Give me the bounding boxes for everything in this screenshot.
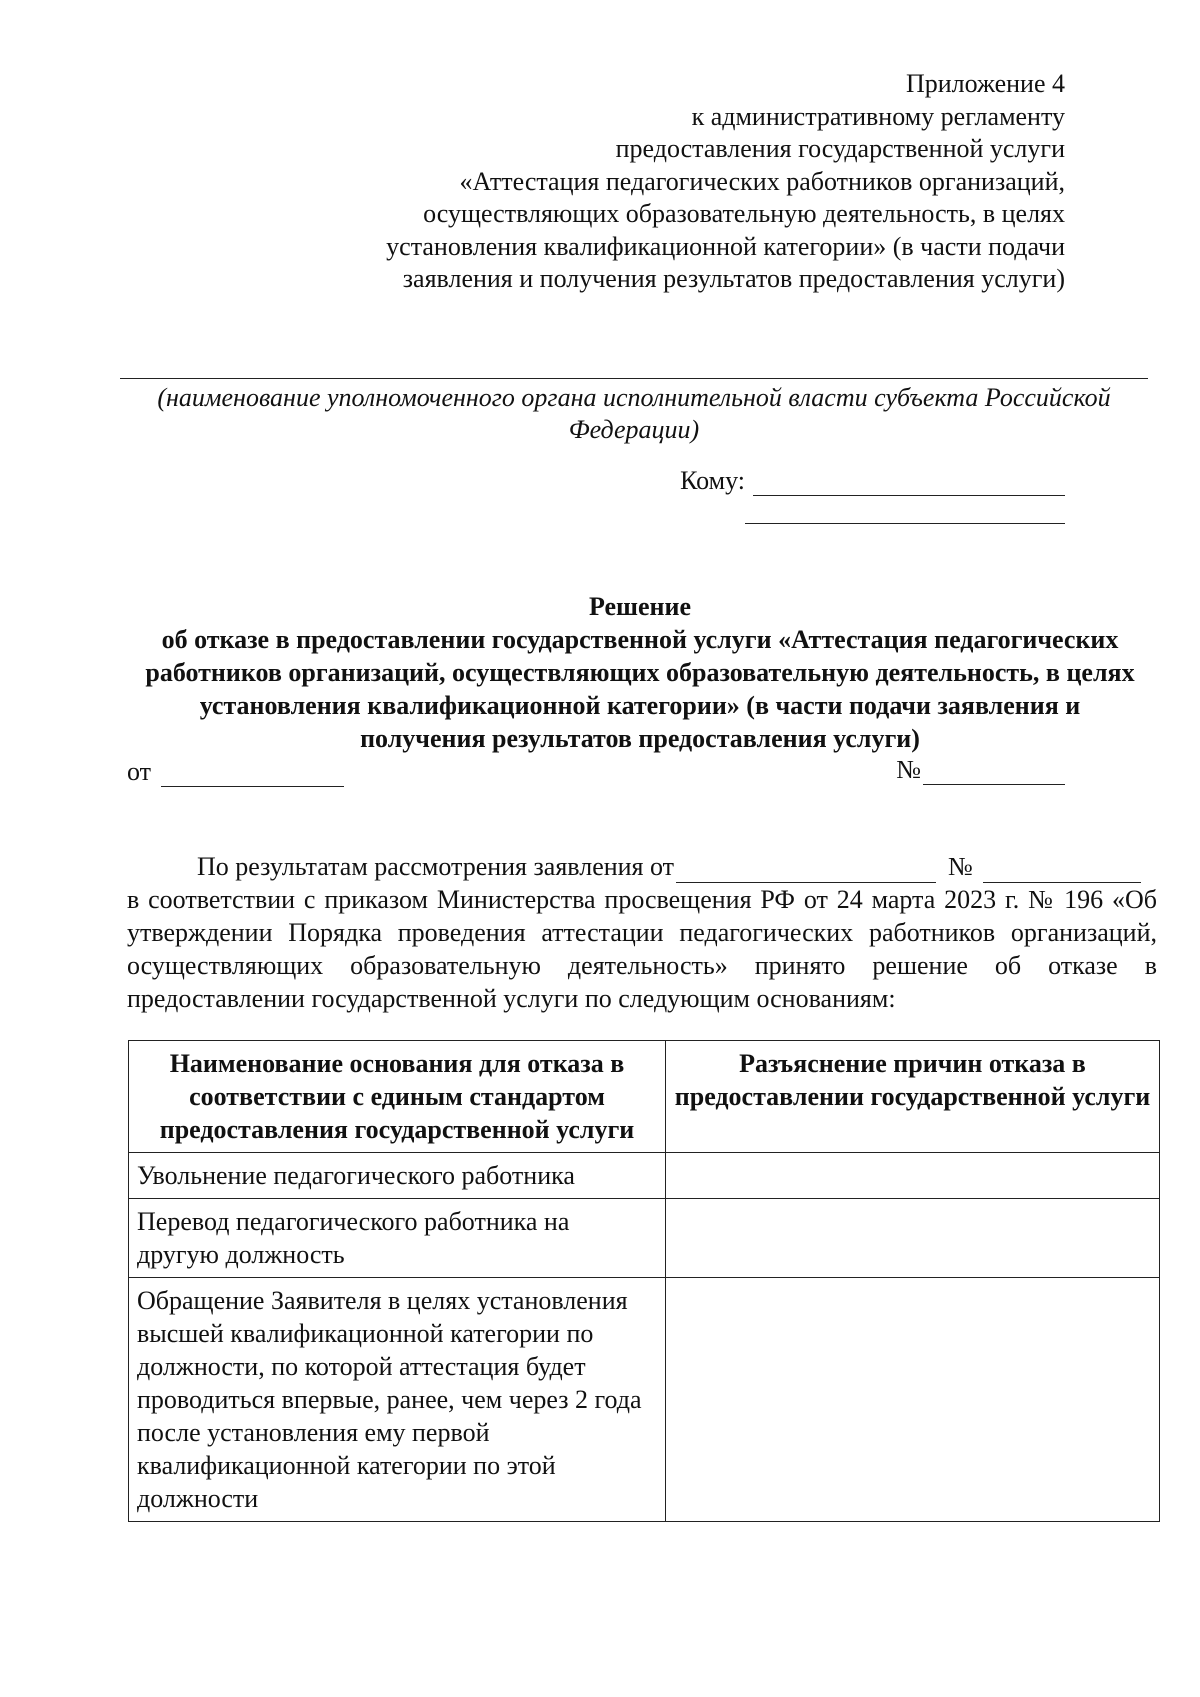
decision-title-line: получения результатов предоставления услуги) bbox=[360, 724, 920, 753]
decision-date-blank bbox=[161, 760, 344, 787]
reason-cell: Обращение Заявителя в целях установления высшей квалификационной категории по должности, по которой аттестация будет проводиться впервые, ранее, чем через 2 года после установления ему первой квалификационной категории по этой должности bbox=[129, 1278, 666, 1522]
decision-number-label: № bbox=[896, 755, 921, 784]
recipient-blank-second bbox=[745, 523, 1065, 524]
recipient-label: Кому: bbox=[680, 466, 745, 495]
authority-caption-line2: Федерации) bbox=[568, 415, 700, 444]
body-paragraph bbox=[127, 850, 1157, 1015]
authority-caption-line1: (наименование уполномоченного органа исполнительной власти субъекта Российской bbox=[157, 383, 1111, 412]
appendix-line: к административному регламенту bbox=[691, 101, 1065, 131]
table-row bbox=[129, 1153, 1160, 1199]
decision-number-field bbox=[896, 755, 1065, 785]
decision-number-blank bbox=[923, 758, 1065, 785]
appendix-line: предоставления государственной услуги bbox=[615, 134, 1065, 163]
explanation-cell bbox=[666, 1199, 1160, 1278]
decision-title-line: об отказе в предоставлении государственной услуги «Аттестация педагогических bbox=[161, 625, 1119, 654]
table-row bbox=[129, 1278, 1160, 1522]
decision-heading: Решение bbox=[588, 592, 692, 621]
application-number-label: № bbox=[948, 852, 973, 881]
refusal-reasons-table bbox=[128, 1040, 1160, 1522]
appendix-line: установления квалификационной категории» (в части подачи bbox=[386, 231, 1065, 261]
reason-cell: Перевод педагогического работника на другую должность bbox=[129, 1199, 666, 1278]
explanation-cell bbox=[666, 1278, 1160, 1522]
decision-date-field bbox=[127, 757, 344, 787]
appendix-block bbox=[345, 68, 1065, 296]
explanation-cell bbox=[666, 1153, 1160, 1199]
table-row bbox=[129, 1199, 1160, 1278]
body-text: в соответствии с приказом Министерства просвещения РФ от 24 марта 2023 г. № 196 «Об утверждении Порядка проведения аттестации педагогических работников организаций, осуществляющих образовательную деятельность» принято решение об отказе в предоставлении государственной услуги по следующим основаниям: bbox=[127, 885, 1157, 1013]
decision-title-line: работников организаций, осуществляющих образовательную деятельность, в целях bbox=[145, 658, 1135, 687]
application-intro: По результатам рассмотрения заявления от bbox=[197, 852, 675, 881]
recipient-field bbox=[680, 466, 1065, 496]
application-date-blank bbox=[676, 856, 936, 883]
appendix-line: Приложение 4 bbox=[905, 69, 1065, 98]
header-reason-name: Наименование основания для отказа в соответствии с единым стандартом предоставления государственной услуги bbox=[129, 1041, 666, 1153]
appendix-line: заявления и получения результатов предоставления услуги) bbox=[402, 264, 1065, 293]
authority-caption bbox=[120, 382, 1148, 446]
table-header-row bbox=[129, 1041, 1160, 1153]
decision-title bbox=[120, 590, 1160, 755]
application-number-blank bbox=[983, 856, 1141, 883]
decision-date-label: от bbox=[127, 757, 152, 786]
application-reference bbox=[127, 850, 1157, 883]
reason-cell: Увольнение педагогического работника bbox=[129, 1153, 666, 1199]
authority-name-blank bbox=[120, 378, 1148, 379]
recipient-blank bbox=[753, 467, 1065, 496]
decision-title-line: установления квалификационной категории» (в части подачи заявления и bbox=[199, 691, 1081, 720]
header-reason-explanation: Разъяснение причин отказа в предоставлении государственной услуги bbox=[666, 1041, 1160, 1153]
appendix-line: осуществляющих образовательную деятельность, в целях bbox=[423, 199, 1065, 228]
appendix-line: «Аттестация педагогических работников организаций, bbox=[459, 166, 1065, 196]
